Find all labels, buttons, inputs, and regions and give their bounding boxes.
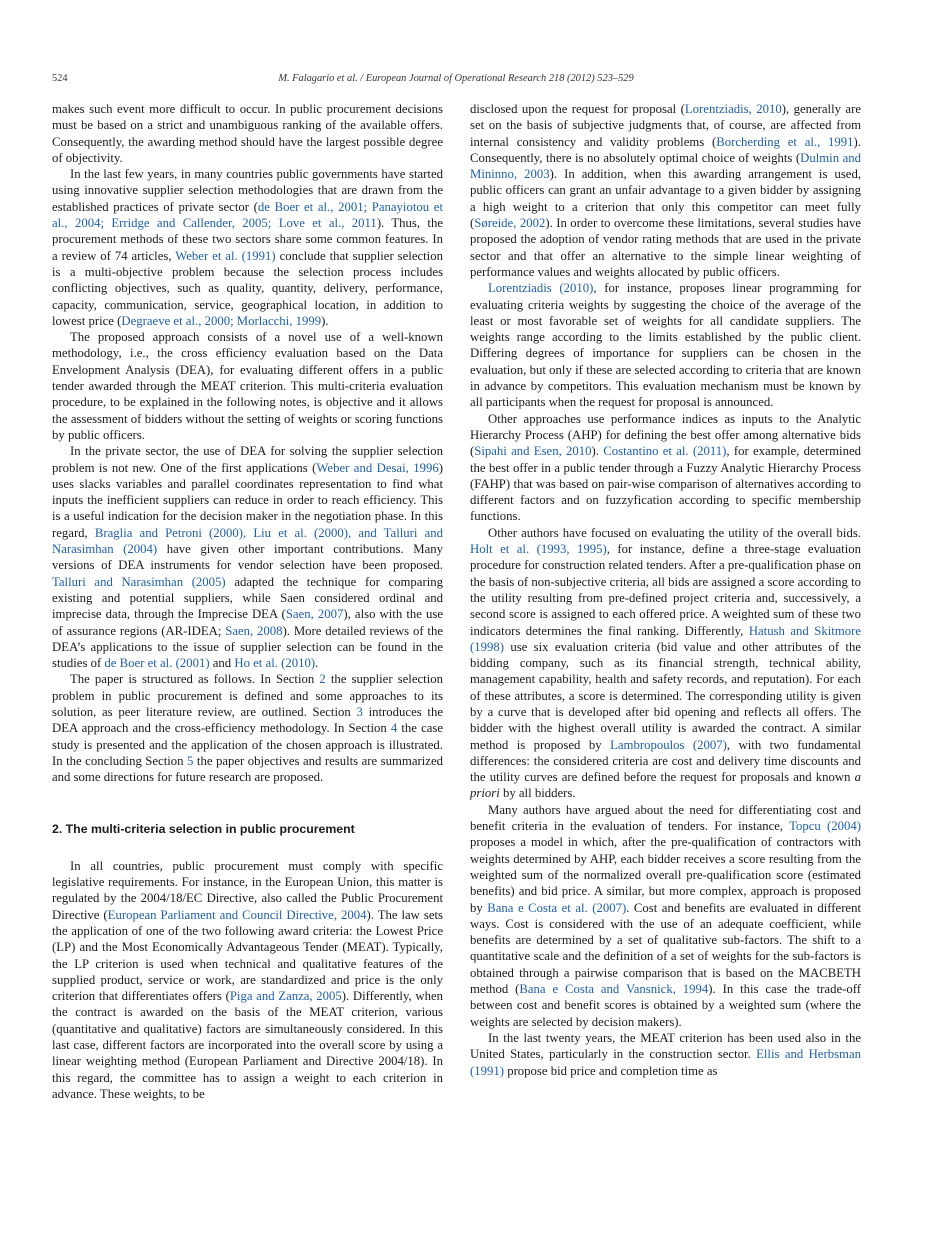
text-run: makes such event more difficult to occur. In public procurement decisions must be based on a strict and unambiguous ranking of the available offers. Consequently, the awarding method should have the largest possible degree of objectivity. xyxy=(52,102,443,165)
text-run: introduces the DEA approach and the cross-efficiency methodology. In Section xyxy=(52,704,443,736)
citation-link[interactable]: 2 xyxy=(319,672,326,687)
text-run: In the private sector, the use of DEA for solving the supplier selection problem is not new. One of the first applications ( xyxy=(52,444,443,475)
text-run: Other authors have focused on evaluating the utility of the overall bids. xyxy=(488,525,861,540)
paragraph xyxy=(52,101,443,166)
text-run: ). xyxy=(321,313,329,328)
text-run: ). Consequently, there is no absolutely optimal choice of weights ( xyxy=(470,134,861,165)
text-run: ). In addition, when this awarding arrangement is used, public officers can grant an unfair advantage to a given bidder by assigning a high weight to a criterion that only this competitor can meet fully ( xyxy=(470,167,862,231)
citation-link[interactable]: European Parliament and Council Directive, 2004 xyxy=(107,907,367,922)
citation-link[interactable]: Borcherding et al., 1991 xyxy=(716,134,854,149)
paragraph xyxy=(52,166,443,329)
citation-link[interactable]: Saen, 2008 xyxy=(225,623,283,638)
emphasis-text: a priori xyxy=(470,770,861,801)
text-run: ). In this case the trade-off between cost and benefit scores is obtained by a weighted sum (where the weights are selected by decision makers). xyxy=(470,982,861,1029)
text-run: , for instance, define a three-stage evaluation procedure for construction related tenders. After a pre-qualification phase on the basis of non-subjective criteria, all bids are assigned a score according to the utility resulting from pre-defined project criteria and, successively, a second score is assigned to each offered price. A weighted sum of these two indicators determines the final ranking. Differently, xyxy=(470,542,862,638)
paragraph xyxy=(52,329,443,443)
right-column xyxy=(470,101,861,1079)
paragraph xyxy=(470,280,861,410)
text-run: ). xyxy=(591,444,604,459)
citation-link[interactable]: 3 xyxy=(356,704,363,719)
citation-link[interactable]: 4 xyxy=(390,721,398,736)
text-run: the paper objectives and results are summarized and some directions for future research are proposed. xyxy=(52,753,443,785)
citation-link[interactable]: Saen, 2007 xyxy=(285,607,344,622)
citation-link[interactable]: Dulmin and Mininno, 2003 xyxy=(470,150,862,182)
citation-link[interactable]: Topcu (2004) xyxy=(789,819,861,834)
text-run: , with two fundamental differences: the considered criteria are cost and delivery time discounts and the utility curves are defined before the request for proposals and known xyxy=(470,737,861,785)
text-run: proposes a model in which, after the pre-qualification of contractors with weights determined by AHP, each bidder receives a score resulting from the weighted sum of the normalized overall pre-qualification score (estimated benefits) and bid price. A similar, but more complex, approach is proposed by xyxy=(470,835,861,915)
text-run: . Cost and benefits are evaluated in different ways. Cost is considered with the use of an adequate coefficient, while benefits are determined by a set of qualitative sub-factors. The shift to a quantitative scale and the definition of a set of weights for the sub-factors is obtained through a pairwise comparison that is based on the MACBETH method ( xyxy=(470,900,862,997)
text-run: , for example, determined the best offer in a public tender through a Fuzzy Analytic Hierarchy Process (FAHP) that was based on pair-wise comparison of alternatives according to different factors and on fuzzyfication according to specific membership functions. xyxy=(470,444,861,524)
text-run: ). More detailed reviews of the DEA’s applications to the issue of supplier selection can be found in the studies of xyxy=(52,623,443,671)
text-run: , for instance, proposes linear programming for evaluating criteria weights by suggesting the choice of the average of the least or most favorable set of weights for all candidate suppliers. The weights range according to the limits established by the public client. Differing degrees of importance for suppliers can be chosen in the evaluation, but only if these are selected according to criteria that are known in advance by competitors. This evaluation mechanism must be known by all participants when the request for proposal is announced. xyxy=(470,281,862,410)
text-run: The paper is structured as follows. In Section xyxy=(70,672,320,687)
citation-link[interactable]: Degraeve et al., 2000; Morlacchi, 1999 xyxy=(121,313,322,328)
citation-link[interactable]: Weber and Desai, 1996 xyxy=(316,460,439,475)
text-run: . xyxy=(315,656,319,671)
running-header xyxy=(52,73,860,89)
text-run: conclude that supplier selection is a multi-objective problem because the selection process includes conflicting objectives, such as quality, quantity, delivery, performance, capacity, communication, service, geographical location, in addition to lowest price ( xyxy=(52,248,443,328)
citation-link[interactable]: Lambropoulos (2007) xyxy=(610,737,727,752)
text-run: Other approaches use performance indices as inputs to the Analytic Hierarchy Process (AHP) for defining the best offer among alternative bids ( xyxy=(470,411,861,459)
text-run: ), generally are set on the basis of subjective judgments that, of course, are affected from internal consistency and validity problems ( xyxy=(470,102,862,149)
text-run: ) uses slacks variables and parallel coordinates representation to find what inputs the inefficient suppliers can reduce in order to reach efficiency. This is a useful indication for the decision maker in the negotiation phase. In this regard, xyxy=(52,460,443,540)
text-run: adapted the technique for comparing existing and potential suppliers, while Saen considered ordinal and imprecise data, through the Imprecise DEA ( xyxy=(52,574,443,622)
text-run: ). In order to overcome these limitations, several studies have proposed the adoption of vendor rating methods that are used in the private sector and that offer an alternative to the simple linear weighting of performance values and weights allocated by public officers. xyxy=(470,216,862,279)
citation-link[interactable]: Holt et al. (1993, 1995) xyxy=(470,542,607,557)
paragraph xyxy=(470,101,861,280)
citation-link[interactable]: 5 xyxy=(187,753,194,768)
citation-link[interactable]: Weber et al. (1991) xyxy=(175,248,276,263)
text-run: ). The law sets the application of one of the two following award criteria: the Lowest Price (LP) and the Most Economically Advantageous Tender (MEAT). Typically, the LP criterion is used when technical and qualitative features of the supplied product, service or work, are standardized and price is the only criterion that differentiates offers ( xyxy=(52,907,443,1004)
text-run: In the last twenty years, the MEAT criterion has been used also in the United States, particularly in the construction sector. xyxy=(470,1030,861,1062)
citation-link[interactable]: Søreide, 2002 xyxy=(474,216,546,231)
text-run: The proposed approach consists of a novel use of a well-known methodology, i.e., the cross efficiency evaluation based on the Data Envelopment Analysis (DEA), for evaluating different offers in a public tender awarded through the MEAT criterion. This multi-criteria evaluation procedure, to be explained in the following notes, is objective and it allows the assessment of bidders without the setting of weights or scoring functions by public officers. xyxy=(52,330,443,442)
paragraph xyxy=(470,802,861,1030)
text-run: ). Differently, when the contract is awarded on the basis of the MEAT criterion, various (quantitative and qualitative) factors are simultaneously considered. In this last case, different factors are incorporated into the overall score by using a linear weighting method (European Parliament and Directive 2004/18). In this regard, the committee has to assign a weight to each criterion in advance. These weights, to be xyxy=(52,989,443,1101)
text-run: the case study is presented and the application of the chosen approach is illustrated. In the concluding Section xyxy=(52,721,444,768)
journal-citation: M. Falagario et al. / European Journal of Operational Research 218 (2012) 523–529 xyxy=(278,73,634,84)
text-run: Many authors have argued about the need for differentiating cost and benefit criteria in the evaluation of tenders. For instance, xyxy=(470,802,861,834)
text-run: the supplier selection problem in public procurement is defined and some approaches to its solution, as peer literature review, are outlined. Section xyxy=(52,672,443,719)
paragraph xyxy=(52,671,443,785)
citation-link[interactable]: Lorentziadis (2010) xyxy=(488,281,594,296)
text-run: have given other important contributions. Many versions of DEA instruments for vendor selection have been proposed. xyxy=(52,542,443,573)
section-heading: 2. The multi-criteria selection in public procurement xyxy=(52,822,355,837)
citation-link[interactable]: de Boer et al., 2001; Panayiotou et al., 2004; Erridge and Callender, 2005; Love et al., 2011 xyxy=(52,199,443,231)
citation-link[interactable]: Sipahi and Esen, 2010 xyxy=(474,444,592,459)
text-run: by all bidders. xyxy=(499,786,576,801)
paragraph xyxy=(470,525,861,802)
text-run: disclosed upon the request for proposal ( xyxy=(470,102,685,116)
text-run: ), also with the use of assurance regions (AR-IDEA; xyxy=(52,607,443,638)
paragraph xyxy=(52,858,443,1102)
citation-link[interactable]: Bana e Costa and Vansnick, 1994 xyxy=(519,982,709,997)
citation-link[interactable]: Bana e Costa et al. (2007) xyxy=(487,900,627,915)
citation-link[interactable]: Braglia and Petroni (2000), Liu et al. (2000), and Talluri and Narasimhan (2004) xyxy=(52,525,443,557)
text-run: In the last few years, in many countries public governments have started using innovative supplier selection methodologies that are drawn from the established practices of private sector ( xyxy=(52,167,443,214)
citation-link[interactable]: Hatush and Skitmore (1998) xyxy=(470,623,862,654)
citation-link[interactable]: Ho et al. (2010) xyxy=(234,656,316,671)
citation-link[interactable]: Costantino et al. (2011) xyxy=(603,444,727,459)
left-column xyxy=(52,101,443,1102)
page-number: 524 xyxy=(52,73,68,84)
citation-link[interactable]: Lorentziadis, 2010 xyxy=(684,102,782,116)
text-run: propose bid price and completion time as xyxy=(504,1063,718,1078)
citation-link[interactable]: Piga and Zanza, 2005 xyxy=(229,989,342,1004)
paragraph xyxy=(470,411,861,525)
paragraph xyxy=(52,443,443,671)
text-run: ). Thus, the procurement methods of these two sectors share some common features. In a review of 74 articles, xyxy=(52,216,444,263)
citation-link[interactable]: de Boer et al. (2001) xyxy=(104,656,210,671)
text-run: and xyxy=(209,656,235,671)
text-run: use six evaluation criteria (bid value and other attributes of the bidding company, such as its financial strength, technical ability, management capability, health and safety records, and reputation). For each of these attributes, a score is determined. The corresponding utility is given by a curve that is developed after bid opening and reflects all offers. The bidder with the highest overall utility is awarded the contract. A similar method is proposed by xyxy=(470,639,861,752)
text-run: In all countries, public procurement must comply with specific legislative requirements. For instance, in the European Union, this matter is regulated by the 2004/18/EC Directive, also called the Public Procurement Directive ( xyxy=(52,858,443,922)
citation-link[interactable]: Talluri and Narasimhan (2005) xyxy=(52,574,226,589)
paragraph xyxy=(470,1030,861,1079)
citation-link[interactable]: Ellis and Herbsman (1991) xyxy=(470,1047,862,1078)
